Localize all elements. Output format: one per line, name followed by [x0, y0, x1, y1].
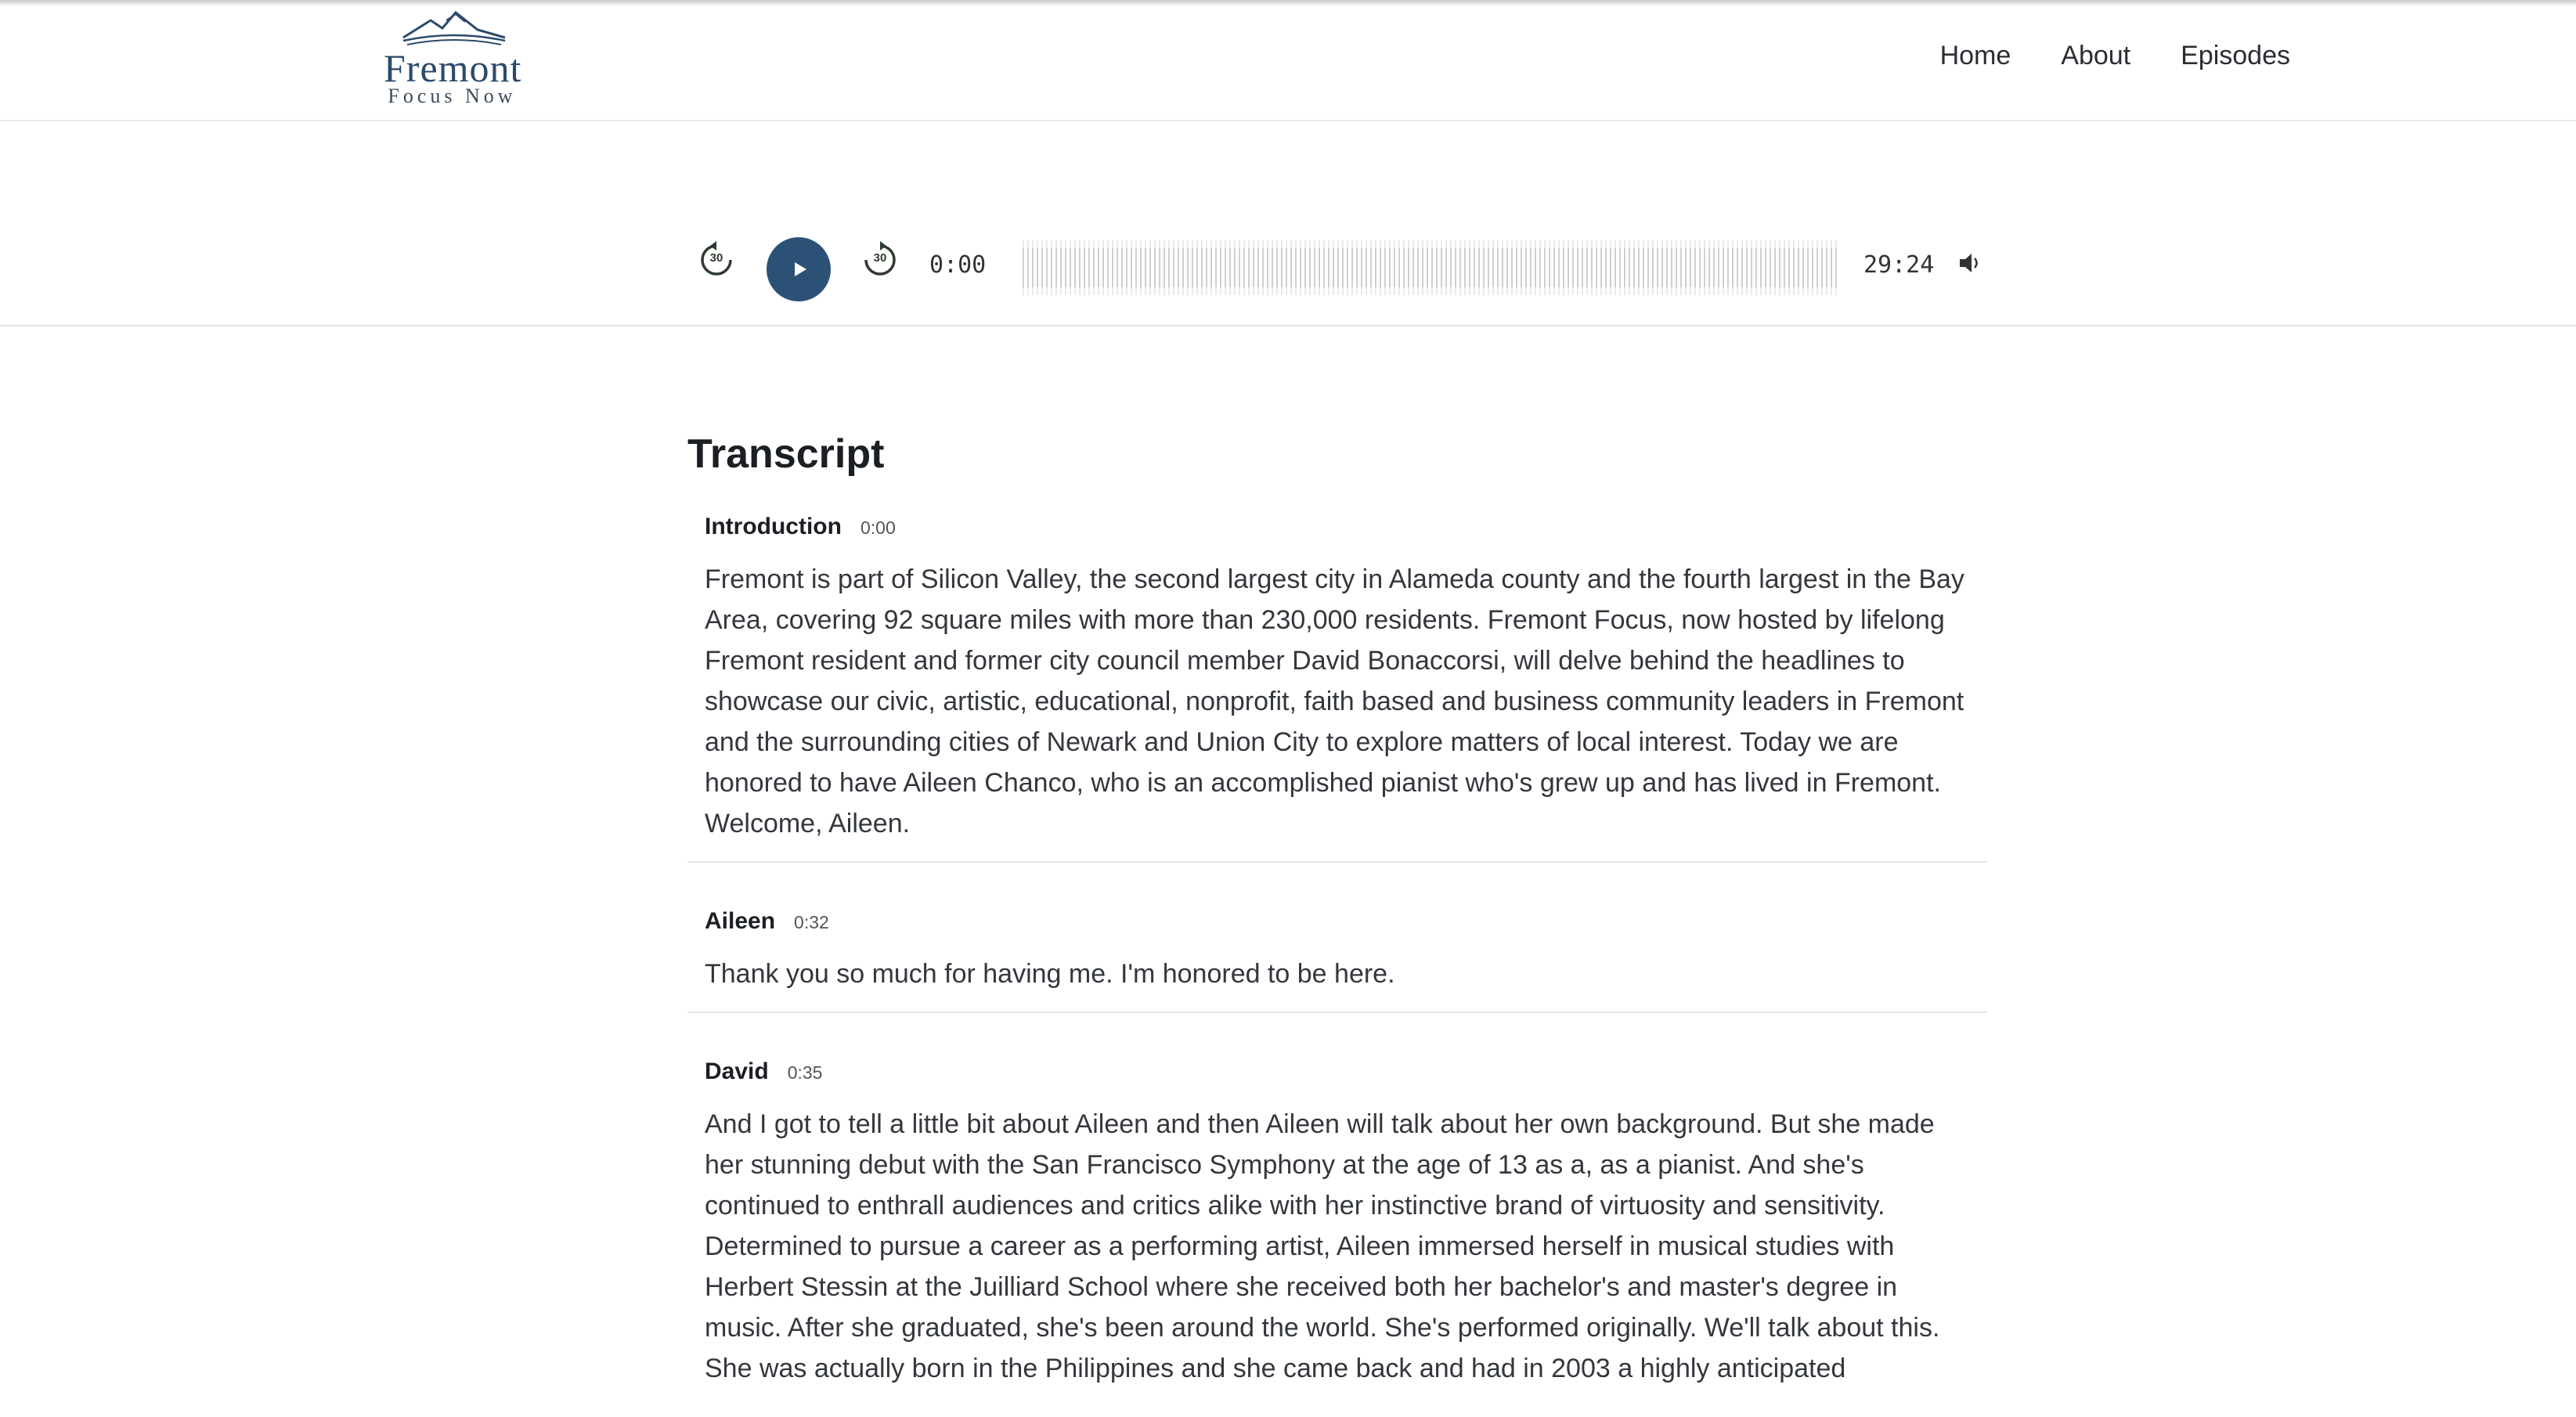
segment-header — [705, 908, 1970, 954]
site-header — [0, 0, 2576, 121]
segment-header — [705, 514, 1970, 559]
logo-name: Fremont — [384, 46, 522, 90]
skip-back-button[interactable] — [697, 240, 736, 279]
segment-timestamp[interactable]: 0:00 — [860, 517, 896, 538]
transcript-segment — [687, 863, 1987, 1013]
nav-home[interactable]: Home — [1939, 41, 2011, 70]
segment-text: Thank you so much for having me. I'm honored to be here. — [705, 959, 1395, 989]
current-time: 0:00 — [929, 251, 987, 279]
nav-episodes[interactable]: Episodes — [2181, 41, 2290, 70]
audio-player — [0, 123, 2576, 326]
main-nav — [1940, 41, 2290, 71]
transcript-title: Transcript — [687, 431, 885, 477]
skip-forward-button[interactable] — [860, 240, 900, 279]
site-logo[interactable] — [384, 6, 532, 108]
segment-text: Fremont is part of Silicon Valley, the second largest city in Alameda county and the fourth largest in the Bay Area, covering 92 square miles with more than 230,000 residents. Fremont Focus, now hosted by lifelong Fremont resident and former city council member David Bonaccorsi, will delve behind the headlines to showcase our civic, artistic, educational, nonprofit, faith based and business community leaders in Fremont and the surrounding cities of Newark and Union City to explore matters of local interest. Today we are honored to have Aileen Chanco, who is an accomplished pianist who's grew up and has lived in Fremont. Welcome, Aileen. — [705, 564, 1964, 838]
transcript-section — [687, 423, 1987, 1389]
segment-header — [705, 1058, 1970, 1104]
total-time: 29:24 — [1863, 251, 1935, 279]
speaker-name: David — [705, 1058, 769, 1084]
volume-button[interactable] — [1957, 250, 1984, 276]
speaker-icon — [1957, 250, 1984, 276]
segment-text: And I got to tell a little bit about Aileen and then Aileen will talk about her own background. But she made her stunning debut with the San Francisco Symphony at the age of 13 as a, as a pianist. And she's continued to enthrall audiences and critics alike with her instinctive brand of virtuosity and sensitivity. Determined to pursue a career as a performing artist, Aileen immersed herself in musical studies with Herbert Stessin at the Juilliard School where she received both her bachelor's and master's degree in music. After she graduated, she's been around the world. She's performed originally. We'll talk about this. She was actually born in the Philippines and she came back and had in 2003 a highly anticipated — [705, 1109, 1940, 1383]
play-button[interactable] — [767, 237, 831, 301]
segment-timestamp[interactable]: 0:32 — [794, 912, 829, 932]
segment-timestamp[interactable]: 0:35 — [787, 1062, 823, 1083]
speaker-name: Aileen — [705, 908, 776, 934]
nav-about[interactable]: About — [2061, 41, 2131, 70]
waveform-seekbar[interactable] — [1023, 240, 1840, 295]
mountain-logo-icon — [399, 6, 509, 49]
skip-back-label: 30 — [709, 251, 723, 265]
logo-tagline: Focus Now — [388, 85, 517, 107]
speaker-name: Introduction — [705, 514, 842, 539]
transcript-segment — [687, 1013, 1987, 1389]
transcript-segment — [687, 514, 1987, 863]
skip-forward-label: 30 — [873, 251, 887, 265]
